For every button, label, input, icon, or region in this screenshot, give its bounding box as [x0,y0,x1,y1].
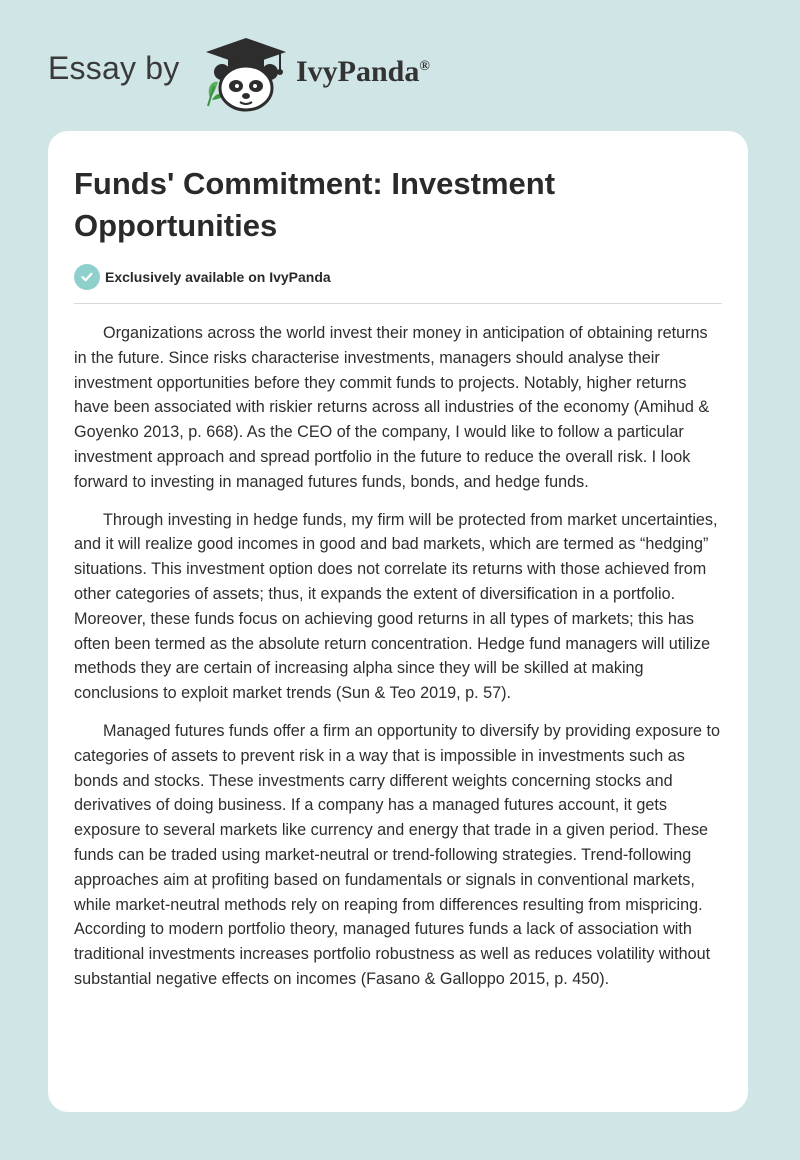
site-header [0,0,800,120]
panda-graduate-logo-icon[interactable] [200,36,292,112]
essay-paragraph: Through investing in hedge funds, my firm will be protected from market uncertainties, and it will realize good incomes in good and bad markets, which are termed as “hedging” situations. This investment option does not correlate its returns with those achieved from other categories of assets; thus, it expands the extent of diversification in a portfolio. Moreover, these funds focus on achieving good returns in all types of markets; this has often been termed as the absolute return concentration. Hedge fund managers will utilize methods they are certain of increasing alpha since they will be skilled at making conclusions to exploit market trends (Sun & Teo 2019, p. 57). [74,510,718,703]
brand-name-text: IvyPanda [296,55,420,88]
essay-by-label: Essay by [48,50,180,86]
essay-card [48,131,748,1112]
exclusive-badge-label: Exclusively available on IvyPanda [105,269,331,285]
essay-paragraph: Managed futures funds offer a firm an opportunity to diversify by providing exposure to categories of assets to prevent risk in a way that is impossible in investments such as bonds and stocks. These investments carry different weights concerning stocks and derivatives of doing business. If a company has a managed futures account, it gets exposure to several markets like currency and energy that trade in a given period. These funds can be traded using market-neutral or trend-following strategies. Trend-following approaches aim at profiting based on fundamentals or signals in conventional markets, while market-neutral methods rely on reaping from differences resulting from mispricing. According to modern portfolio theory, managed futures funds a lack of association with traditional investments increases portfolio robustness as well as reduces volatility without substantial negative effects on incomes (Fasano & Galloppo 2015, p. 450). [74,721,720,988]
registered-mark: ® [419,59,430,74]
essay-body [74,321,724,1005]
exclusive-badge [74,264,331,290]
divider [74,303,722,304]
essay-paragraph: Organizations across the world invest their money in anticipation of obtaining returns in the future. Since risks characterise investments, managers should analyse their investment opportunities before they commit funds to projects. Notably, higher returns have been associated with riskier returns across all industries of the economy (Amihud & Goyenko 2013, p. 668). As the CEO of the company, I would like to follow a particular investment approach and spread portfolio in the future to reduce the overall risk. I look forward to investing in managed futures funds, bonds, and hedge funds. [74,324,710,491]
check-circle-icon [74,264,100,290]
page-title: Funds' Commitment: Investment Opportunities [74,166,556,243]
brand-name[interactable] [296,55,430,89]
panda-face-icon [214,64,278,110]
